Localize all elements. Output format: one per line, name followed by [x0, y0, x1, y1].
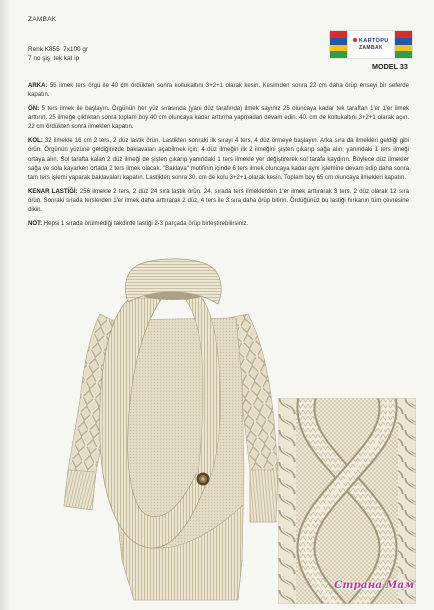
section-label: ÖN: [28, 105, 40, 112]
section-note [28, 220, 409, 229]
needle-info: 7 no şiş tek kat ip [28, 55, 80, 62]
model-number: MODEL 33 [372, 62, 408, 71]
scan-edge-shadow [0, 0, 10, 610]
section-label: KENAR LASTİĞİ: [28, 188, 78, 195]
logo-product: ZAMBAK [358, 45, 384, 51]
section-back [28, 82, 409, 101]
instructions [28, 82, 409, 234]
section-label: NOT: [28, 221, 43, 228]
cardigan-button [197, 473, 210, 486]
section-text: 32 ilmekle 16 cm 2 ters, 2 düz lastik örün. Lastikten sonraki ilk sırayı 4 ters, 4 düz örmeye başlayın. Arka sıra da ilmekleri geldiği gibi örün. Örgünün yüzüne geldiğinizde baklavaları açabilmek için; 4 düz ilmeğin ilk 2 ilmeğini şişten çıkarıp sağa alın, yanındaki 1 ters ilmeği ortaya alın. Sol tarafta kalan 2 düz ilmeği de şişten çıkarıp yanındaki 1 ters ilmekle yer değiştirerek sol tarafa kaydırın. Böylece düz ilmekler sağa ve sola kayarken ortada 2 ters ilmek olacak. "Baklava" motifinin içinde 6 ters ilmek oluncaya kadar aynı işlemine devam edip daha sonra tam ters işlemi yaparak baklavaları kapatın. Lastikten sonra 30. cm de kolu 3+2+1 olarak kesin. Toplam boy 65 cm oluncaya ilmekleri kapatın. [28, 138, 410, 182]
section-label: ARKA: [28, 83, 48, 89]
yarn-name: ZAMBAK [28, 16, 57, 23]
logo-stripe [330, 38, 347, 45]
logo-stripe [395, 31, 412, 38]
logo-stripe [330, 31, 347, 38]
section-text: 5 ters ilmek ile başlayın. Örgünün her yüz sırasında (yani düz tarafında) ilmek sayınız 25 oluncaya kadar tek taraftan 1'er 1'er ilmek arttırın. 25 ilmeğe çıktıktan sonra toplam boy 40 cm oluncaya kadar arttırma yapmadan devam edin. 40. cm de koltukaltını 3+2+1 olarak açın. 22 cm ördükten sonra ilmekleri kapatın. [28, 105, 409, 131]
watermark: Страна Мам [334, 579, 415, 591]
section-label: KOL: [28, 138, 43, 145]
section-text: Hepsi 1 sırada örülmediği takdirde lastiği 2-3 parçada örüp birleştirebilirsiniz. [43, 221, 249, 228]
logo-stripes-left [330, 31, 347, 58]
color-info: Renk K855 7x100 gr [28, 46, 89, 53]
section-text: 55 ilmek ters örgü ile 40 cm ördükten sonra koltukaltını 3+2+1 olarak kesin. Kesimden sonra 22 cm daha örüp enseyi bir seferde kapatın. [28, 83, 409, 99]
rope-cable-right [398, 398, 416, 604]
logo-stripe [330, 51, 347, 58]
rope-cable-left [278, 398, 296, 604]
stitch-closeup-photo [278, 398, 416, 604]
logo-stripe [395, 38, 412, 45]
brand-logo [330, 31, 412, 58]
logo-stripes-right [395, 31, 412, 58]
logo-brand: KARTOPU [353, 38, 388, 44]
logo-stripe [395, 45, 412, 52]
logo-stripe [330, 45, 347, 52]
logo-stripe [395, 51, 412, 58]
cardigan-photo [40, 258, 285, 608]
logo-label-box [347, 31, 395, 58]
section-sleeve [28, 137, 409, 183]
section-edge-rib [28, 188, 409, 216]
section-front [28, 105, 409, 133]
section-text: 256 ilmekle 2 ters, 2 düz 24 sıra lastik örün. 24. sırada ters ilmeklerden 1'er ilmek arttırarak 3 ters, 2 düz olarak 12 sıra örün. Sonraki sırada terslerden 1'er ilmek daha arttırarak 2 düz, 4 ters ile 3 sıra daha örüp bitirin. Ördüğünüz bu lastiği hırkanın tüm çevresine dikin. [28, 188, 409, 214]
